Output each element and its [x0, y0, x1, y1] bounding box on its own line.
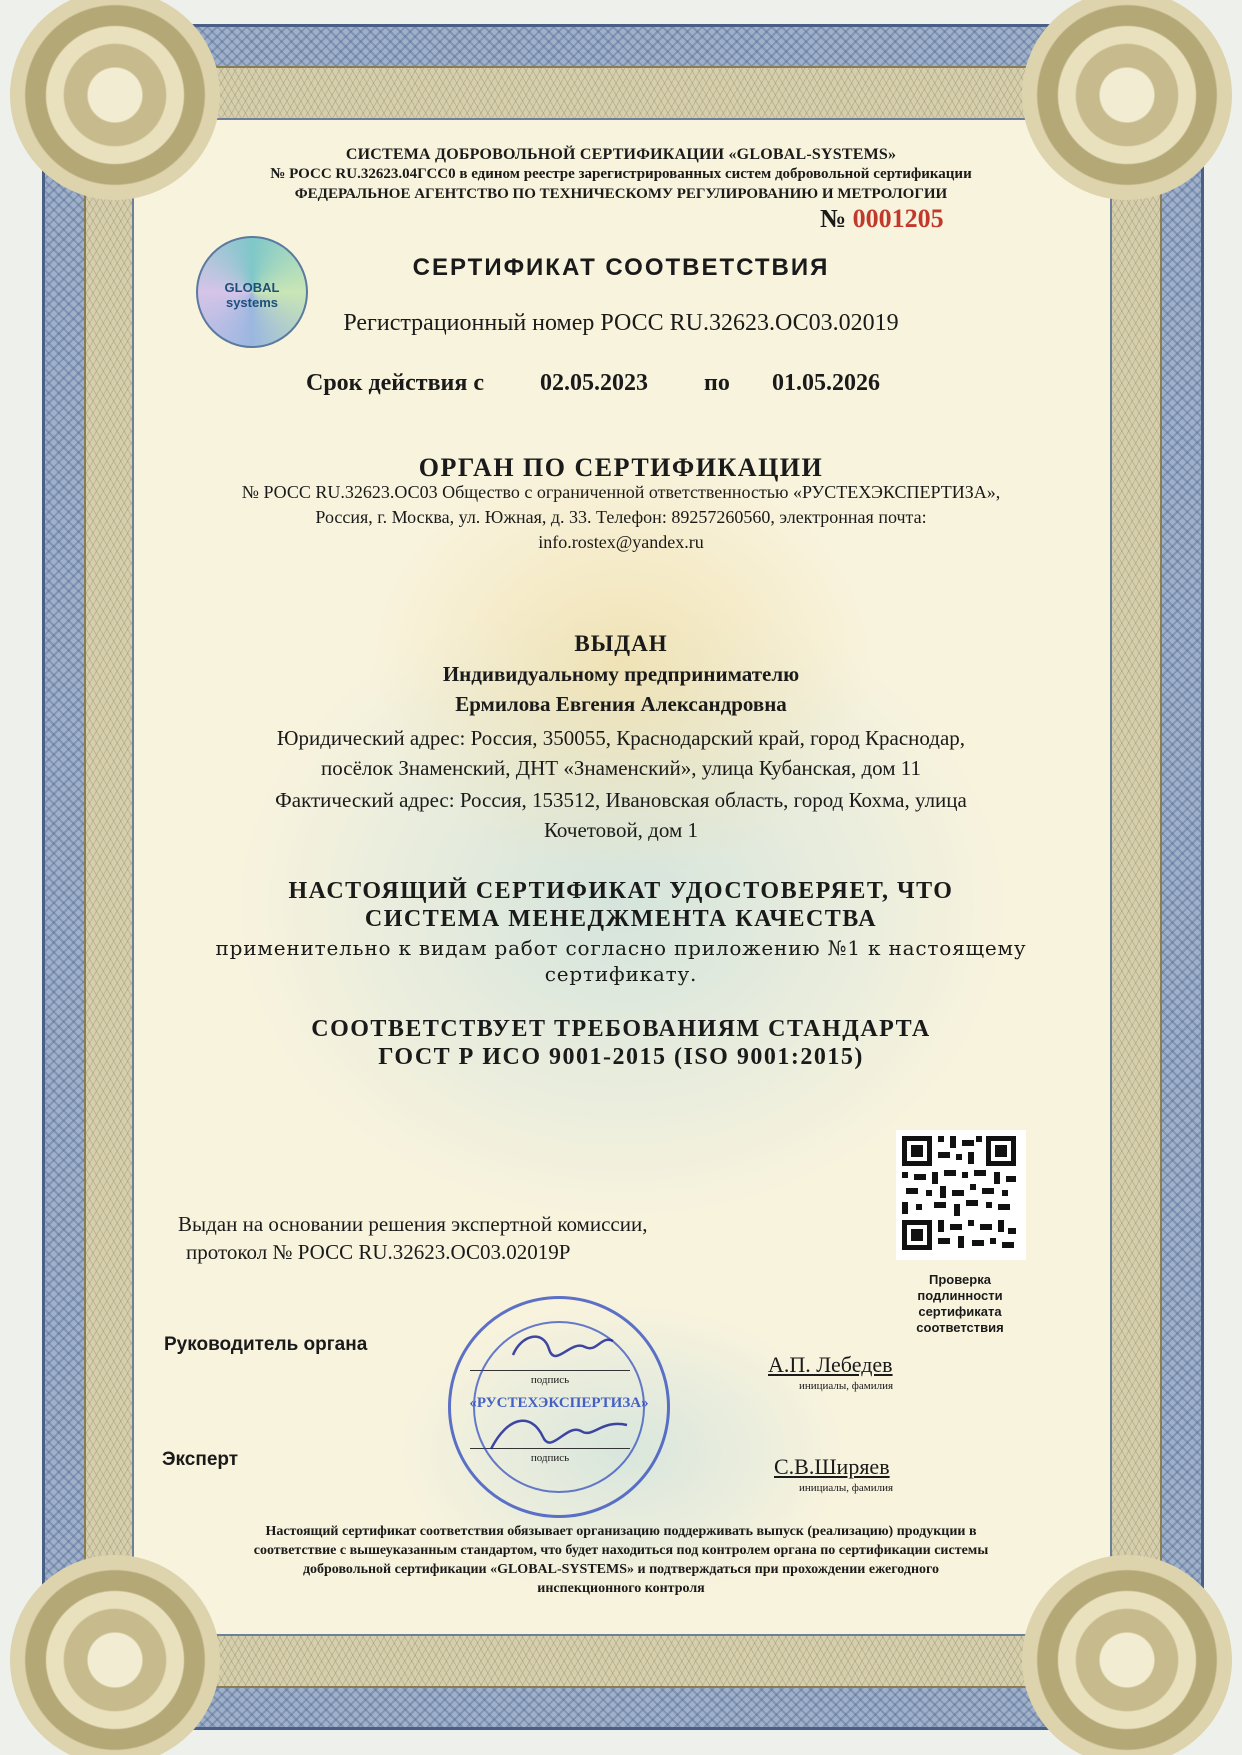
name-caption: инициалы, фамилия [798, 1482, 894, 1494]
legal-address: посёлок Знаменский, ДНТ «Знаменский», улица Кубанская, дом 11 [321, 756, 921, 780]
actual-address: Фактический адрес: Россия, 153512, Ивановская область, город Кохма, улица [275, 788, 967, 812]
qr-caption: Проверка подлинности сертификата соответствия [916, 1272, 1004, 1335]
standard-heading: СООТВЕТСТВУЕТ ТРЕБОВАНИЯМ СТАНДАРТА [311, 1016, 931, 1042]
agency-line: ФЕДЕРАЛЬНОЕ АГЕНТСТВО ПО ТЕХНИЧЕСКОМУ РЕГУЛИРОВАНИЮ И МЕТРОЛОГИИ [294, 186, 948, 202]
legal-address: Юридический адрес: Россия, 350055, Краснодарский край, город Краснодар, [276, 726, 966, 750]
registration-number: Регистрационный номер РОСС RU.32623.ОС03.02019 [343, 310, 899, 336]
system-name: СИСТЕМА ДОБРОВОЛЬНОЙ СЕРТИФИКАЦИИ «GLOBAL-SYSTEMS» [345, 146, 897, 163]
official-stamp-icon [448, 1296, 670, 1518]
hologram-text: GLOBAL systems [224, 280, 280, 310]
certifies-scope: сертификату. [544, 962, 698, 986]
validity-to: 01.05.2026 [772, 370, 880, 396]
footer-note: инспекционного контроля [537, 1581, 705, 1596]
expert-role-label: Эксперт [162, 1449, 239, 1470]
certifies-heading: НАСТОЯЩИЙ СЕРТИФИКАТ УДОСТОВЕРЯЕТ, ЧТО [288, 878, 954, 904]
signature-icon [451, 1299, 673, 1521]
footer-note: Настоящий сертификат соответствия обязывает организацию поддерживать выпуск (реализацию) продукции в [265, 1524, 977, 1539]
certifies-subject: СИСТЕМА МЕНЕДЖМЕНТА КАЧЕСТВА [364, 906, 878, 932]
organ-line: Россия, г. Москва, ул. Южная, д. 33. Телефон: 89257260560, электронная почта: [315, 507, 927, 527]
issued-to-name: Ермилова Евгения Александровна [455, 692, 787, 716]
number-prefix: № [820, 204, 847, 233]
document-title: СЕРТИФИКАТ СООТВЕТСТВИЯ [412, 254, 830, 281]
registry-line: № РОСС RU.32623.04ГСС0 в едином реестре зарегистрированных систем добровольной сертификации [270, 166, 972, 182]
name-caption: инициалы, фамилия [798, 1380, 894, 1392]
signature-caption: подпись [530, 1374, 570, 1386]
organ-line: № РОСС RU.32623.ОС03 Общество с ограниченной ответственностью «РУСТЕХЭКСПЕРТИЗА», [241, 482, 1001, 502]
qr-code-icon[interactable] [896, 1130, 1026, 1260]
standard-name: ГОСТ Р ИСО 9001-2015 (ISO 9001:2015) [378, 1044, 864, 1070]
validity-to-label: по [704, 370, 730, 396]
head-name: А.П. Лебедев [768, 1352, 893, 1377]
validity-from: 02.05.2023 [540, 370, 648, 396]
certificate-number [820, 204, 944, 234]
certifies-scope: применительно к видам работ согласно приложению №1 к настоящему [215, 936, 1027, 960]
protocol-line: протокол № РОСС RU.32623.ОС03.02019Р [186, 1240, 571, 1264]
organ-heading: ОРГАН ПО СЕРТИФИКАЦИИ [418, 453, 824, 482]
organ-email: info.rostex@yandex.ru [538, 532, 704, 552]
head-role-label: Руководитель органа [164, 1334, 368, 1355]
number-value: 0001205 [852, 204, 944, 233]
validity-label: Срок действия с [306, 370, 484, 396]
expert-name: С.В.Ширяев [774, 1454, 890, 1479]
signature-caption: подпись [530, 1452, 570, 1464]
basis-line: Выдан на основании решения экспертной комиссии, [178, 1212, 648, 1236]
stamp-center-text: «РУСТЕХЭКСПЕРТИЗА» [469, 1395, 649, 1411]
actual-address: Кочетовой, дом 1 [543, 818, 699, 842]
footer-note: соответствие с вышеуказанным стандартом, что будет находиться под контролем органа по сертификации системы [253, 1543, 989, 1558]
footer-note: добровольной сертификации «GLOBAL-SYSTEMS» и подтверждаться при прохождении ежегодного [302, 1562, 940, 1577]
issued-heading: ВЫДАН [574, 631, 668, 656]
issued-to-type: Индивидуальному предпринимателю [442, 662, 800, 686]
